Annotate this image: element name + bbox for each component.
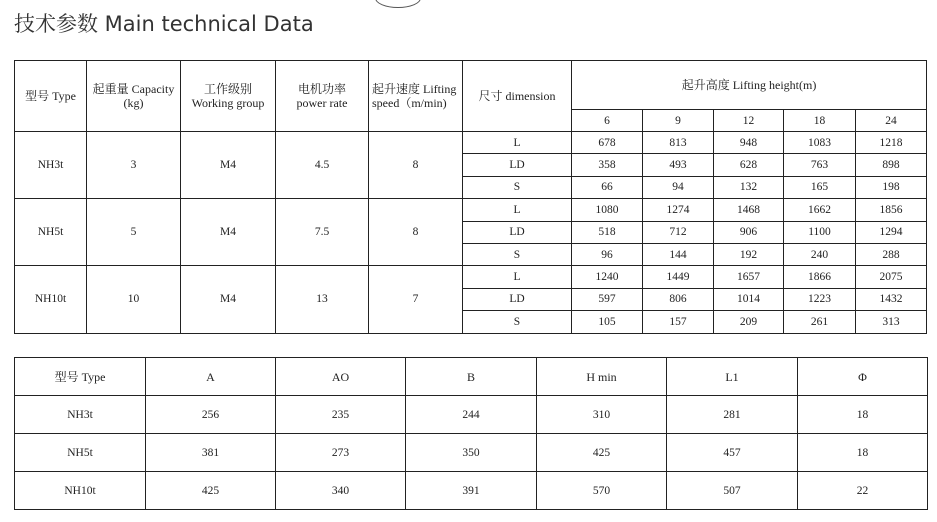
dim-value: 22: [798, 472, 928, 510]
dimension-value: 1274: [643, 199, 714, 221]
height-col: 12: [714, 110, 784, 132]
dimension-value: 1218: [856, 132, 927, 154]
dimension-value: 288: [856, 243, 927, 265]
page-title: 技术参数 Main technical Data: [14, 12, 314, 36]
model-capacity: 5: [87, 199, 181, 266]
dimension-value: 1468: [714, 199, 784, 221]
dimension-value: 712: [643, 221, 714, 243]
dim-value: 457: [667, 434, 798, 472]
dim-header: A: [146, 358, 276, 396]
dimension-value: 813: [643, 132, 714, 154]
model-type: NH10t: [15, 266, 87, 333]
table-row: [15, 472, 928, 510]
dim-header: L1: [667, 358, 798, 396]
dimension-value: 2075: [856, 266, 927, 288]
header-type: 型号 Type: [15, 61, 87, 132]
dimension-value: 1080: [572, 199, 643, 221]
dimension-value: 1294: [856, 221, 927, 243]
table-row: [15, 434, 928, 472]
header-dimension: 尺寸 dimension: [463, 61, 572, 132]
dimension-label: L: [463, 132, 572, 154]
dim-header: H min: [537, 358, 667, 396]
dimension-value: 1014: [714, 288, 784, 310]
dimension-label: S: [463, 311, 572, 333]
model-lifting-speed: 8: [369, 199, 463, 266]
model-power-rate: 4.5: [276, 132, 369, 199]
header-lifting-height: 起升高度 Lifting height(m): [572, 61, 927, 110]
dimension-value: 1240: [572, 266, 643, 288]
dimension-value: 1223: [784, 288, 856, 310]
dim-value: 18: [798, 396, 928, 434]
height-col: 6: [572, 110, 643, 132]
dim-value: 570: [537, 472, 667, 510]
dimension-value: 105: [572, 311, 643, 333]
dimension-value: 1856: [856, 199, 927, 221]
dimension-label: LD: [463, 221, 572, 243]
model-working-group: M4: [181, 132, 276, 199]
height-col: 18: [784, 110, 856, 132]
dimension-value: 94: [643, 176, 714, 198]
dim-value: 273: [276, 434, 406, 472]
height-col: 9: [643, 110, 714, 132]
header-working-group: 工作级别 Working group: [181, 61, 276, 132]
dimension-value: 1866: [784, 266, 856, 288]
dimension-value: 313: [856, 311, 927, 333]
model-type: NH10t: [15, 472, 146, 510]
dim-value: 244: [406, 396, 537, 434]
dim-value: 507: [667, 472, 798, 510]
dimension-value: 157: [643, 311, 714, 333]
header-lifting-speed: 起升速度 Lifting speed（m/min): [369, 61, 463, 132]
dim-value: 425: [537, 434, 667, 472]
table-row: [15, 266, 927, 288]
model-type: NH3t: [15, 132, 87, 199]
model-lifting-speed: 7: [369, 266, 463, 333]
table-row: [15, 199, 927, 221]
dimension-value: 628: [714, 154, 784, 176]
dimension-label: L: [463, 199, 572, 221]
dim-header: Φ: [798, 358, 928, 396]
dim-value: 391: [406, 472, 537, 510]
model-capacity: 10: [87, 266, 181, 333]
dim-value: 310: [537, 396, 667, 434]
dimension-value: 597: [572, 288, 643, 310]
dimension-value: 906: [714, 221, 784, 243]
dimension-value: 806: [643, 288, 714, 310]
dimension-value: 1432: [856, 288, 927, 310]
dimension-label: LD: [463, 288, 572, 310]
dimension-value: 948: [714, 132, 784, 154]
table-row: [15, 396, 928, 434]
dimension-value: 165: [784, 176, 856, 198]
header-power-rate: 电机功率 power rate: [276, 61, 369, 132]
dim-value: 18: [798, 434, 928, 472]
model-power-rate: 7.5: [276, 199, 369, 266]
dim-value: 340: [276, 472, 406, 510]
model-type: NH5t: [15, 199, 87, 266]
dimension-value: 1662: [784, 199, 856, 221]
model-working-group: M4: [181, 199, 276, 266]
dim-value: 256: [146, 396, 276, 434]
dimension-label: LD: [463, 154, 572, 176]
dimension-value: 898: [856, 154, 927, 176]
dimension-label: S: [463, 243, 572, 265]
dim-value: 235: [276, 396, 406, 434]
dimension-value: 144: [643, 243, 714, 265]
dimension-value: 209: [714, 311, 784, 333]
dim-header: 型号 Type: [15, 358, 146, 396]
dimension-value: 518: [572, 221, 643, 243]
dimension-value: 358: [572, 154, 643, 176]
dimension-value: 678: [572, 132, 643, 154]
dim-header: AO: [276, 358, 406, 396]
model-lifting-speed: 8: [369, 132, 463, 199]
model-capacity: 3: [87, 132, 181, 199]
height-col: 24: [856, 110, 927, 132]
model-working-group: M4: [181, 266, 276, 333]
dimension-value: 261: [784, 311, 856, 333]
dim-value: 381: [146, 434, 276, 472]
dimension-value: 1449: [643, 266, 714, 288]
dim-value: 350: [406, 434, 537, 472]
dimension-value: 1083: [784, 132, 856, 154]
dimension-label: S: [463, 176, 572, 198]
dimension-value: 132: [714, 176, 784, 198]
dimension-value: 1657: [714, 266, 784, 288]
dimension-value: 96: [572, 243, 643, 265]
model-power-rate: 13: [276, 266, 369, 333]
dimension-value: 198: [856, 176, 927, 198]
dimension-value: 66: [572, 176, 643, 198]
model-type: NH5t: [15, 434, 146, 472]
lifting-spec-table: [14, 60, 927, 334]
dim-header: B: [406, 358, 537, 396]
dimension-table: [14, 357, 928, 510]
dimension-value: 192: [714, 243, 784, 265]
dimension-value: 763: [784, 154, 856, 176]
dimension-value: 1100: [784, 221, 856, 243]
dim-value: 425: [146, 472, 276, 510]
dimension-value: 240: [784, 243, 856, 265]
table-row: [15, 132, 927, 154]
dimension-label: L: [463, 266, 572, 288]
model-type: NH3t: [15, 396, 146, 434]
header-capacity: 起重量 Capacity (kg): [87, 61, 181, 132]
dimension-value: 493: [643, 154, 714, 176]
dim-value: 281: [667, 396, 798, 434]
decorative-circle: [375, 0, 421, 8]
